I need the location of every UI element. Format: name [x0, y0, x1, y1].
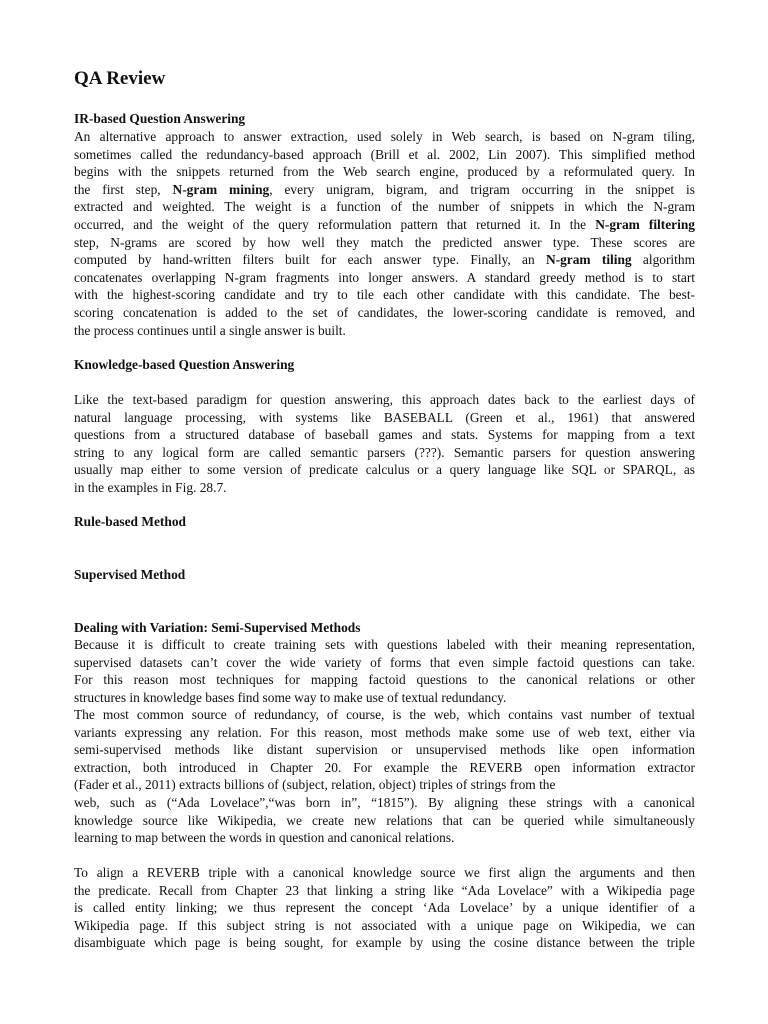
text-line: (Fader et al., 2011) extracts billions of (subject, relation, object) triples of strings from the	[74, 777, 556, 793]
text-line: step, N-grams are scored by how well they match the predicted answer type. These scores are	[74, 234, 695, 250]
text-line: semi-supervised methods like distant supervision or unsupervised methods like open information	[74, 742, 695, 758]
text-line: is called entity linking; we thus represent the concept ‘Ada Lovelace’ by a unique identifier of a	[74, 900, 695, 916]
text-line: usually map either to some version of predicate calculus or a query language like SQL or SPARQL, as	[74, 462, 695, 478]
text-line: scoring concatenation is added to the set of candidates, the lower-scoring candidate is removed, and	[74, 304, 695, 320]
text-line: computed by hand-written filters built for each answer type. Finally, an N-gram tiling algorithm	[74, 252, 695, 268]
text-line: occurred, and the weight of the query reformulation pattern that returned it. In the N-gram filtering	[74, 216, 695, 232]
paragraph-ir-ngram-tiling	[74, 128, 695, 339]
paragraph-web-redundancy	[74, 706, 695, 847]
paragraph-variation-intro	[74, 636, 695, 706]
text-line: begins with the snippets returned from the Web search engine, produced by a reformulated query. In	[74, 164, 695, 180]
text-line: web, such as (“Ada Lovelace”,“was born in”, “1815”). By aligning these strings with a canonical	[74, 794, 695, 810]
text-line: Like the text-based paradigm for question answering, this approach dates back to the earliest days of	[74, 392, 695, 407]
text-line: concatenates overlapping N-gram fragments into longer answers. A standard greedy method is to start	[74, 269, 695, 285]
text-line: supervised datasets can’t cover the wide variety of forms that even simple factoid questions can take.	[74, 654, 695, 670]
heading-supervised-method: Supervised Method	[74, 567, 186, 582]
text-line: the first step, N-gram mining, every unigram, bigram, and trigram occurring in the snippet is	[74, 181, 695, 197]
text-line: extracted and weighted. The weight is a function of the number of snippets in which the N-gram	[74, 199, 695, 215]
paragraph-reverb-alignment	[74, 864, 695, 952]
text-line: the process continues until a single answer is built.	[74, 322, 346, 338]
text-line: natural language processing, with systems like BASEBALL (Green et al., 1961) that answered	[74, 409, 695, 425]
text-line: For this reason most techniques for mapping factoid questions to the canonical relations or other	[74, 672, 695, 688]
text-line: An alternative approach to answer extraction, used solely in Web search, is based on N-gram tiling,	[74, 129, 695, 144]
text-line: knowledge source like Wikipedia, we create new relations that can be queried while simultaneously	[74, 812, 695, 828]
paragraph-knowledge-based	[74, 391, 695, 497]
text-line: learning to map between the words in question and canonical relations.	[74, 830, 455, 846]
text-line: the predicate. Recall from Chapter 23 that linking a string like “Ada Lovelace” with a Wikipedia page	[74, 882, 695, 898]
text-line: in the examples in Fig. 28.7.	[74, 479, 227, 495]
text-line: structures in knowledge bases find some way to make use of textual redundancy.	[74, 689, 507, 705]
text-line: To align a REVERB triple with a canonical knowledge source we first align the arguments and then	[74, 865, 695, 880]
page-title: QA Review	[74, 68, 166, 89]
heading-knowledge-based-qa: Knowledge-based Question Answering	[74, 357, 295, 372]
text-line: sometimes called the redundancy-based approach (Brill et al. 2002, Lin 2007). This simplified method	[74, 146, 695, 162]
heading-rule-based-method: Rule-based Method	[74, 514, 186, 529]
text-line: variants expressing any relation. For this reason, most methods make some use of web text, either via	[74, 724, 695, 740]
text-line: The most common source of redundancy, of course, is the web, which contains vast number of textual	[74, 707, 695, 722]
text-line: string to any logical form are called semantic parsers (???). Semantic parsers for question answering	[74, 444, 695, 460]
heading-ir-based-qa: IR-based Question Answering	[74, 111, 246, 126]
text-line: questions from a structured database of baseball games and stats. Systems for mapping from a text	[74, 427, 695, 443]
text-line: Because it is difficult to create training sets with questions labeled with their meaning representation,	[74, 637, 695, 652]
text-line: disambiguate which page is being sought, for example by using the cosine distance between the triple	[74, 935, 695, 951]
term-ngram-tiling: N-gram tiling	[545, 252, 632, 268]
text-line: Wikipedia page. If this subject string is not associated with a unique page on Wikipedia, we can	[74, 917, 695, 933]
term-ngram-filtering: N-gram filtering	[595, 216, 695, 232]
heading-dealing-with-variation: Dealing with Variation: Semi-Supervised Methods	[74, 620, 361, 635]
term-ngram-mining: N-gram mining	[172, 181, 270, 197]
text-line: extraction, both introduced in Chapter 20. For example the REVERB open information extractor	[74, 759, 695, 775]
text-line: with the highest-scoring candidate and try to tile each other candidate with this candidate. The best-	[74, 287, 695, 303]
